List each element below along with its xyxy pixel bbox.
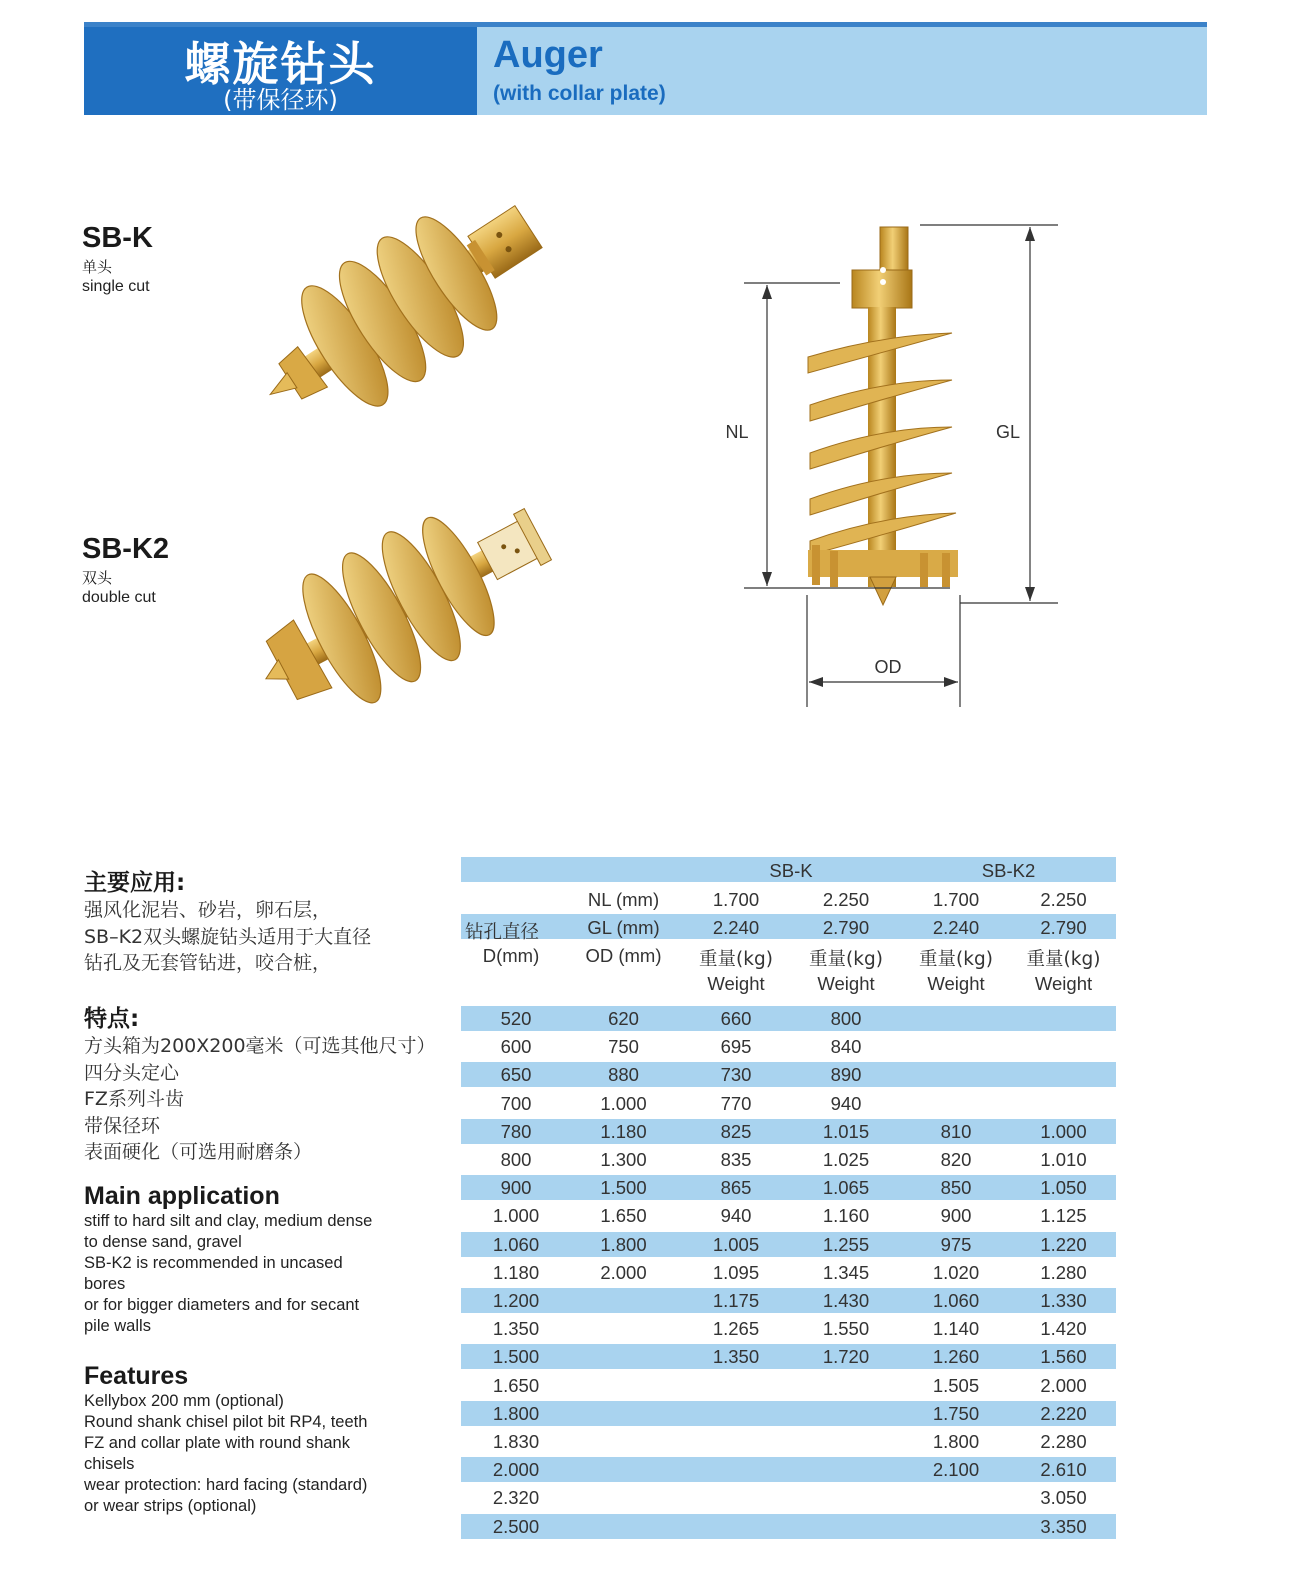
table-cell: 2.500 <box>492 1515 540 1537</box>
features-en-title: Features <box>84 1362 189 1390</box>
table-cell: 1.140 <box>932 1318 980 1340</box>
table-cell: 940 <box>830 1092 862 1114</box>
table-cell: 1.220 <box>1040 1233 1087 1255</box>
table-cell: 2.000 <box>600 1261 647 1283</box>
weight-zh-label: 重量(kg) <box>809 949 883 970</box>
table-cell: 660 <box>720 1008 752 1029</box>
text-line: FZ and collar plate with round shank <box>84 1434 350 1452</box>
model-sbk-label <box>82 222 153 296</box>
drill-diameter-zh-label: 钻孔直径 <box>464 922 539 943</box>
weight-en-label: Weight <box>707 973 765 994</box>
table-cell: 1.505 <box>932 1374 980 1396</box>
table-cell: 1.060 <box>932 1290 980 1311</box>
table-cell: 835 <box>720 1149 752 1170</box>
table-cell: 1.000 <box>1040 1120 1087 1142</box>
auger-dimension-drawing <box>720 215 1090 715</box>
group-sbk-header: SB-K <box>769 860 813 881</box>
table-cell: 1.050 <box>1040 1177 1087 1199</box>
table-cell: 520 <box>500 1008 532 1029</box>
model-name-en: double cut <box>82 589 156 606</box>
table-cell: 940 <box>720 1205 752 1227</box>
table-cell: 1.000 <box>600 1092 647 1114</box>
text-line: 表面硬化（可选用耐磨条） <box>84 1141 313 1163</box>
table-cell: 1.800 <box>492 1402 540 1424</box>
d-label: D(mm) <box>482 945 540 966</box>
table-cell: 2.000 <box>492 1459 540 1481</box>
text-line: SB-K2 is recommended in uncased <box>84 1254 343 1272</box>
text-line: SB–K2双头螺旋钻头适用于大直径 <box>84 925 372 948</box>
od-label: OD (mm) <box>585 945 662 966</box>
model-name-en: single cut <box>82 278 150 295</box>
table-cell: 1.500 <box>600 1177 647 1199</box>
text-line: or wear strips (optional) <box>84 1497 257 1515</box>
table-cell: 975 <box>940 1233 972 1255</box>
table-cell: 800 <box>830 1008 862 1029</box>
features-zh-title: 特点: <box>84 1006 140 1032</box>
banner-right <box>477 22 1207 115</box>
table-cell: 865 <box>720 1177 752 1199</box>
text-line: chisels <box>84 1455 135 1473</box>
weight-zh-label: 重量(kg) <box>919 949 993 970</box>
table-cell: 600 <box>500 1036 532 1058</box>
group-sbk2-header: SB-K2 <box>981 860 1036 881</box>
table-cell: 750 <box>608 1036 639 1058</box>
table-cell: 730 <box>720 1064 752 1086</box>
main-application-zh-title: 主要应用: <box>84 870 186 896</box>
table-cell: 1.200 <box>492 1290 540 1311</box>
text-line: 方头箱为200X200毫米（可选其他尺寸） <box>84 1035 436 1057</box>
table-cell: 1.180 <box>492 1261 540 1283</box>
table-cell: 840 <box>830 1036 862 1058</box>
table-cell: 1.350 <box>492 1318 540 1340</box>
table-cell: 1.180 <box>600 1120 647 1142</box>
model-sbk2-label <box>82 533 169 607</box>
weight-en-label: Weight <box>817 973 875 994</box>
table-cell: 1.345 <box>822 1261 870 1283</box>
weight-zh-label: 重量(kg) <box>699 949 773 970</box>
model-name-zh: 单头 <box>82 258 113 276</box>
text-line: or for bigger diameters and for secant <box>84 1296 360 1314</box>
table-cell: 1.280 <box>1040 1261 1087 1283</box>
table-cell: 1.550 <box>822 1318 870 1340</box>
table-cell: 2.280 <box>1040 1431 1087 1452</box>
model-name: SB-K <box>82 222 153 254</box>
table-cell: 850 <box>940 1177 972 1199</box>
title-zh: 螺旋钻头 <box>184 37 377 91</box>
table-cell: 1.330 <box>1040 1290 1087 1311</box>
table-cell: 1.720 <box>822 1346 870 1368</box>
table-cell: 2.220 <box>1040 1402 1087 1424</box>
gl-label: GL (mm) <box>587 917 660 938</box>
table-cell: 890 <box>830 1064 862 1086</box>
table-cell: 1.095 <box>712 1261 760 1283</box>
table-cell: 1.255 <box>822 1233 870 1255</box>
table-cell: 1.025 <box>822 1149 870 1170</box>
table-cell: 1.420 <box>1040 1318 1087 1340</box>
text-line: Kellybox 200 mm (optional) <box>84 1392 284 1410</box>
main-application-en-title: Main application <box>84 1182 280 1210</box>
table-cell: 1.650 <box>492 1374 540 1396</box>
table-cell: 1.125 <box>1040 1205 1087 1227</box>
weight-en-label: Weight <box>927 973 985 994</box>
table-cell: 2.000 <box>1040 1374 1087 1396</box>
table-cell: 1.265 <box>712 1318 760 1340</box>
table-cell: 1.750 <box>932 1402 980 1424</box>
text-line: 带保径环 <box>84 1114 161 1137</box>
table-cell: 1.350 <box>712 1346 760 1368</box>
table-cell: 1.800 <box>932 1431 980 1452</box>
table-cell: 825 <box>720 1120 752 1142</box>
table-cell: 1.560 <box>1040 1346 1087 1368</box>
auger-sbk2-illustration <box>242 488 587 713</box>
table-cell: 1.175 <box>712 1290 760 1311</box>
main-application-en <box>84 1182 464 1337</box>
table-cell: 1.650 <box>600 1205 647 1227</box>
table-cell: 1.500 <box>492 1346 540 1368</box>
table-cell: 1.005 <box>712 1233 760 1255</box>
od-dimension-label: OD <box>874 657 902 677</box>
features-en <box>84 1362 464 1517</box>
model-name: SB-K2 <box>82 533 170 565</box>
features-zh <box>84 1000 464 1166</box>
table-cell: 2.100 <box>932 1459 980 1481</box>
table-cell: 620 <box>608 1008 639 1029</box>
gl-value: 2.240 <box>932 917 980 938</box>
text-line: 钻孔及无套管钻进，咬合桩， <box>84 952 332 974</box>
table-cell: 3.050 <box>1040 1487 1087 1509</box>
banner-left <box>84 22 477 115</box>
table-cell: 1.020 <box>932 1261 980 1283</box>
text-line: pile walls <box>84 1317 151 1335</box>
table-cell: 1.800 <box>600 1233 647 1255</box>
table-cell: 1.830 <box>492 1431 540 1452</box>
table-cell: 1.065 <box>822 1177 870 1199</box>
text-line: stiff to hard silt and clay, medium dense <box>84 1212 373 1230</box>
table-cell: 800 <box>500 1149 532 1170</box>
text-line: Round shank chisel pilot bit RP4, teeth <box>84 1413 368 1431</box>
table-cell: 900 <box>500 1177 532 1199</box>
table-cell: 2.610 <box>1040 1459 1087 1481</box>
table-cell: 700 <box>500 1092 532 1114</box>
weight-en-label: Weight <box>1034 973 1093 994</box>
title-en: Auger <box>493 34 603 76</box>
table-cell: 1.160 <box>822 1205 870 1227</box>
nl-value: 1.700 <box>932 889 980 910</box>
table-cell: 1.060 <box>492 1233 540 1255</box>
text-line: 四分头定心 <box>84 1061 180 1084</box>
table-cell: 650 <box>500 1064 532 1086</box>
table-cell: 1.000 <box>492 1205 540 1227</box>
table-cell: 1.300 <box>600 1149 647 1170</box>
table-cell: 2.320 <box>492 1487 540 1509</box>
text-line: FZ系列斗齿 <box>84 1088 184 1110</box>
model-name-zh: 双头 <box>82 569 113 587</box>
subtitle-en: (with collar plate) <box>493 82 666 105</box>
text-line: wear protection: hard facing (standard) <box>84 1476 368 1494</box>
nl-dimension-label: NL <box>725 422 749 442</box>
table-cell: 780 <box>500 1120 532 1142</box>
text-line: bores <box>84 1275 126 1293</box>
weight-zh-label: 重量(kg) <box>1026 949 1101 970</box>
table-cell: 770 <box>720 1092 752 1114</box>
nl-label: NL (mm) <box>587 889 660 910</box>
banner-topline <box>84 22 1207 27</box>
nl-value: 2.250 <box>1040 889 1087 910</box>
subtitle-zh: (带保径环) <box>223 86 338 114</box>
table-cell: 695 <box>720 1036 752 1058</box>
table-cell: 880 <box>608 1064 639 1086</box>
nl-value: 2.250 <box>822 889 870 910</box>
table-cell: 1.015 <box>822 1120 870 1142</box>
table-cell: 1.430 <box>822 1290 870 1311</box>
gl-value: 2.790 <box>822 917 870 938</box>
table-cell: 3.350 <box>1040 1515 1087 1537</box>
main-application-zh <box>84 864 464 977</box>
text-line: to dense sand, gravel <box>84 1233 242 1251</box>
nl-value: 1.700 <box>712 889 760 910</box>
table-cell: 900 <box>940 1205 972 1227</box>
gl-value: 2.790 <box>1040 917 1087 938</box>
auger-sbk-illustration <box>238 195 568 420</box>
gl-dimension-label: GL <box>995 422 1021 442</box>
text-line: 强风化泥岩、砂岩，卵石层， <box>84 899 332 921</box>
table-cell: 1.010 <box>1040 1149 1087 1170</box>
table-cell: 810 <box>940 1120 972 1142</box>
table-cell: 820 <box>940 1149 972 1170</box>
table-cell: 1.260 <box>932 1346 980 1368</box>
gl-value: 2.240 <box>712 917 760 938</box>
